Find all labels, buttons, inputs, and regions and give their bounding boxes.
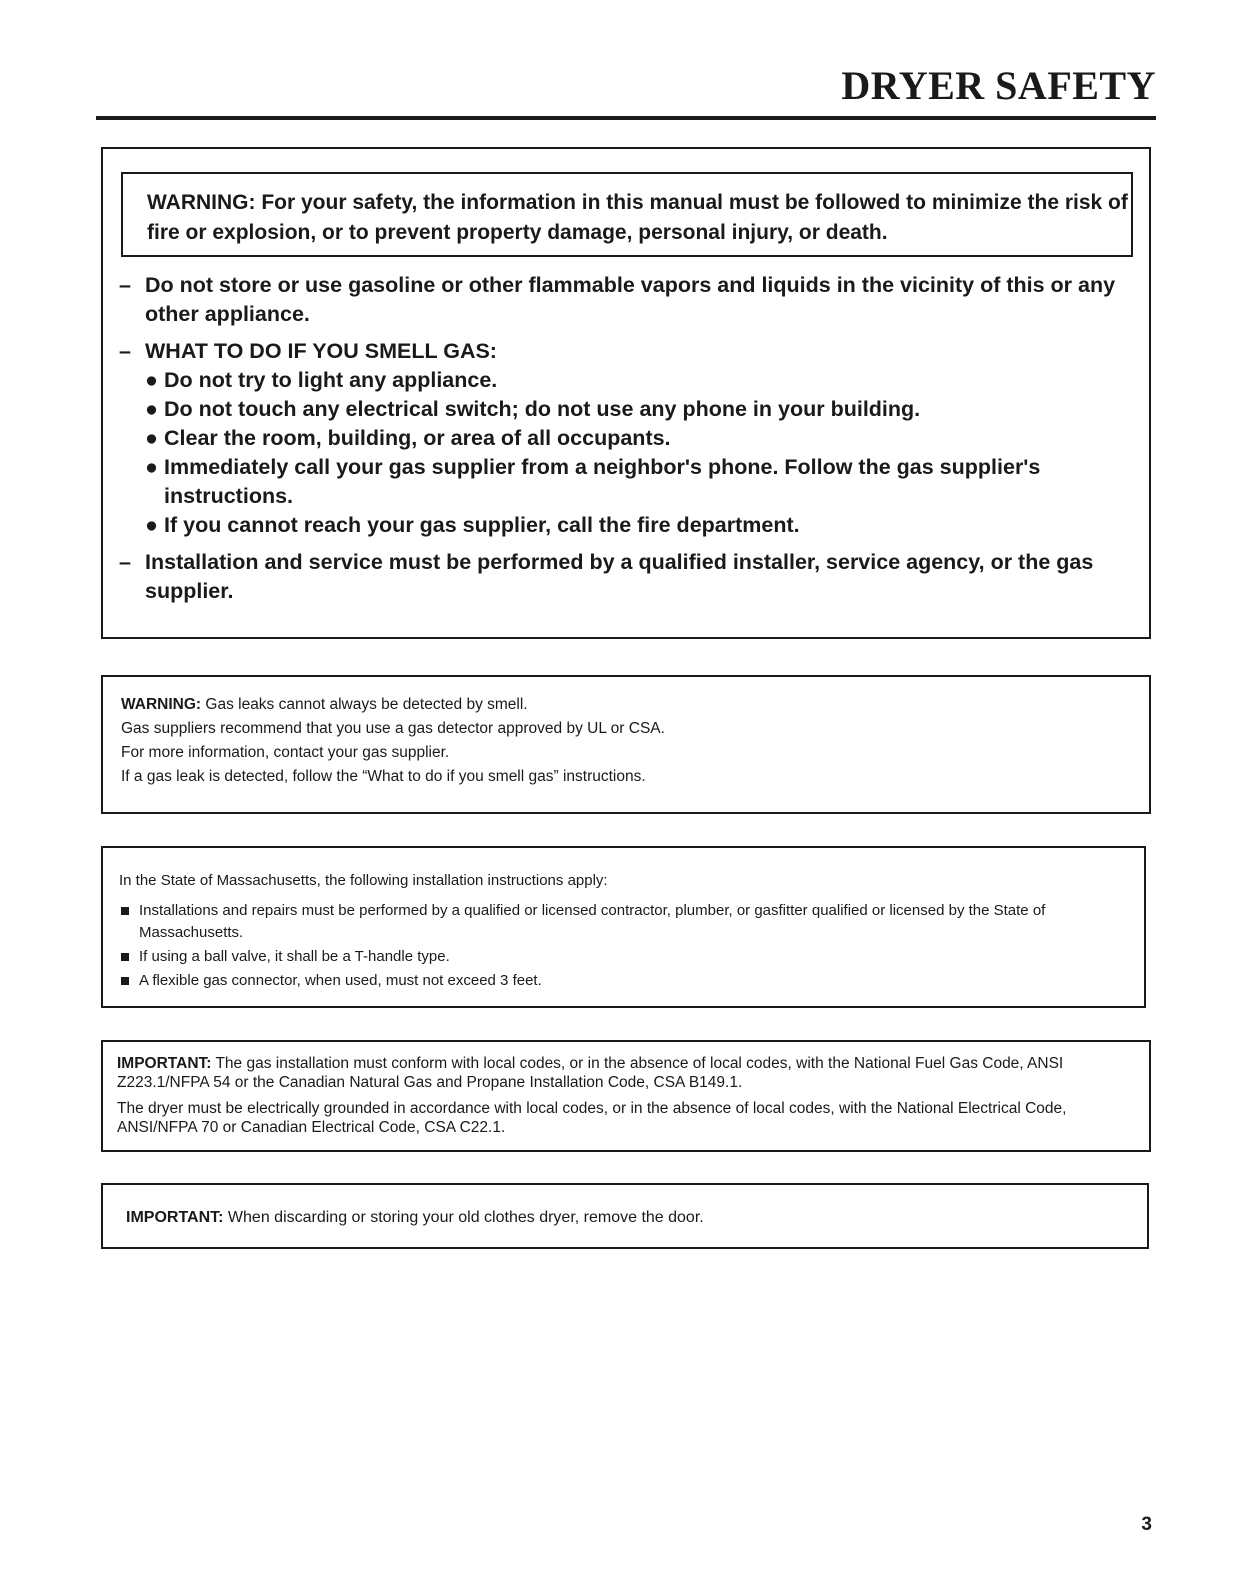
list-item (145, 366, 1139, 395)
warning-item-installation (119, 548, 1139, 606)
list-item-text: A flexible gas connector, when used, must not exceed 3 feet. (139, 972, 542, 989)
page-number: 3 (1141, 1514, 1152, 1535)
dash-marker: – (119, 273, 131, 297)
gas-leak-line: For more information, contact your gas supplier. (121, 744, 450, 761)
square-bullet-icon (121, 953, 129, 961)
gas-leak-warning-box (101, 675, 1151, 814)
bullet-icon: ● (145, 397, 158, 421)
list-item (145, 453, 1139, 511)
smell-gas-bullets (145, 366, 1139, 540)
bullet-text: Do not touch any electrical switch; do not use any phone in your building. (164, 397, 921, 421)
warning-item-smell-gas (119, 337, 1139, 540)
list-item-text: Installations and repairs must be performed by a qualified or licensed contractor, plumber, or gasfitter qualified or licensed by the State of Massachusetts. (139, 902, 1046, 941)
warning-headline: WARNING: For your safety, the information in this manual must be followed to minimize the risk of fire or explosion, or to prevent property damage, personal injury, or death. (147, 191, 1128, 244)
list-item (145, 424, 1139, 453)
important-installation-box (101, 1040, 1151, 1152)
bullet-icon: ● (145, 368, 158, 392)
important-text: The gas installation must conform with local codes, or in the absence of local codes, with the National Fuel Gas Code, ANSI Z223.1/NFPA 54 or the Canadian Natural Gas and Propane Installation Code, CSA B149.1. (117, 1055, 1064, 1091)
square-bullet-icon (121, 907, 129, 915)
important-door-box (101, 1183, 1149, 1249)
smell-gas-title: WHAT TO DO IF YOU SMELL GAS: (145, 339, 497, 363)
list-item (119, 970, 1129, 992)
list-item (119, 900, 1129, 944)
warning-item-text: Installation and service must be performed by a qualified installer, service agency, or the gas supplier. (145, 550, 1094, 603)
bullet-text: Immediately call your gas supplier from a neighbor's phone. Follow the gas supplier's instructions. (164, 455, 1041, 508)
dash-marker: – (119, 339, 131, 363)
important-label: IMPORTANT: (117, 1055, 212, 1072)
gas-leak-line (121, 693, 1149, 717)
warning-list (119, 271, 1139, 614)
dash-marker: – (119, 550, 131, 574)
gas-leak-text: Gas leaks cannot always be detected by smell. (205, 696, 528, 713)
gas-leak-line: Gas suppliers recommend that you use a gas detector approved by UL or CSA. (121, 720, 665, 737)
list-item-text: If using a ball valve, it shall be a T-handle type. (139, 948, 450, 965)
massachusetts-box (101, 846, 1146, 1008)
bullet-icon: ● (145, 426, 158, 450)
square-bullet-icon (121, 977, 129, 985)
bullet-text: Clear the room, building, or area of all occupants. (164, 426, 671, 450)
grounding-paragraph: The dryer must be electrically grounded in accordance with local codes, or in the absence of local codes, with the National Electrical Code, ANSI/NFPA 70 or Canadian Electrical Code, CSA C22.1. (117, 1100, 1067, 1136)
massachusetts-intro: In the State of Massachusetts, the following installation instructions apply: (119, 872, 608, 889)
list-item (145, 395, 1139, 424)
bullet-icon: ● (145, 513, 158, 537)
warning-item-flammables (119, 271, 1139, 329)
main-warning-box (101, 147, 1151, 639)
important-door-text: When discarding or storing your old clothes dryer, remove the door. (227, 1209, 704, 1226)
bullet-text: If you cannot reach your gas supplier, call the fire department. (164, 513, 800, 537)
title-divider (96, 116, 1156, 120)
warning-headline-box (121, 172, 1133, 257)
bullet-text: Do not try to light any appliance. (164, 368, 498, 392)
list-item (145, 511, 1139, 540)
list-item (119, 946, 1129, 968)
warning-item-text: Do not store or use gasoline or other flammable vapors and liquids in the vicinity of this or any other appliance. (145, 273, 1116, 326)
warning-label: WARNING: (121, 696, 202, 713)
important-label: IMPORTANT: (126, 1209, 224, 1226)
page-title: DRYER SAFETY (841, 63, 1156, 108)
gas-leak-line: If a gas leak is detected, follow the “What to do if you smell gas” instructions. (121, 768, 646, 785)
bullet-icon: ● (145, 455, 158, 479)
important-paragraph (117, 1054, 1117, 1092)
